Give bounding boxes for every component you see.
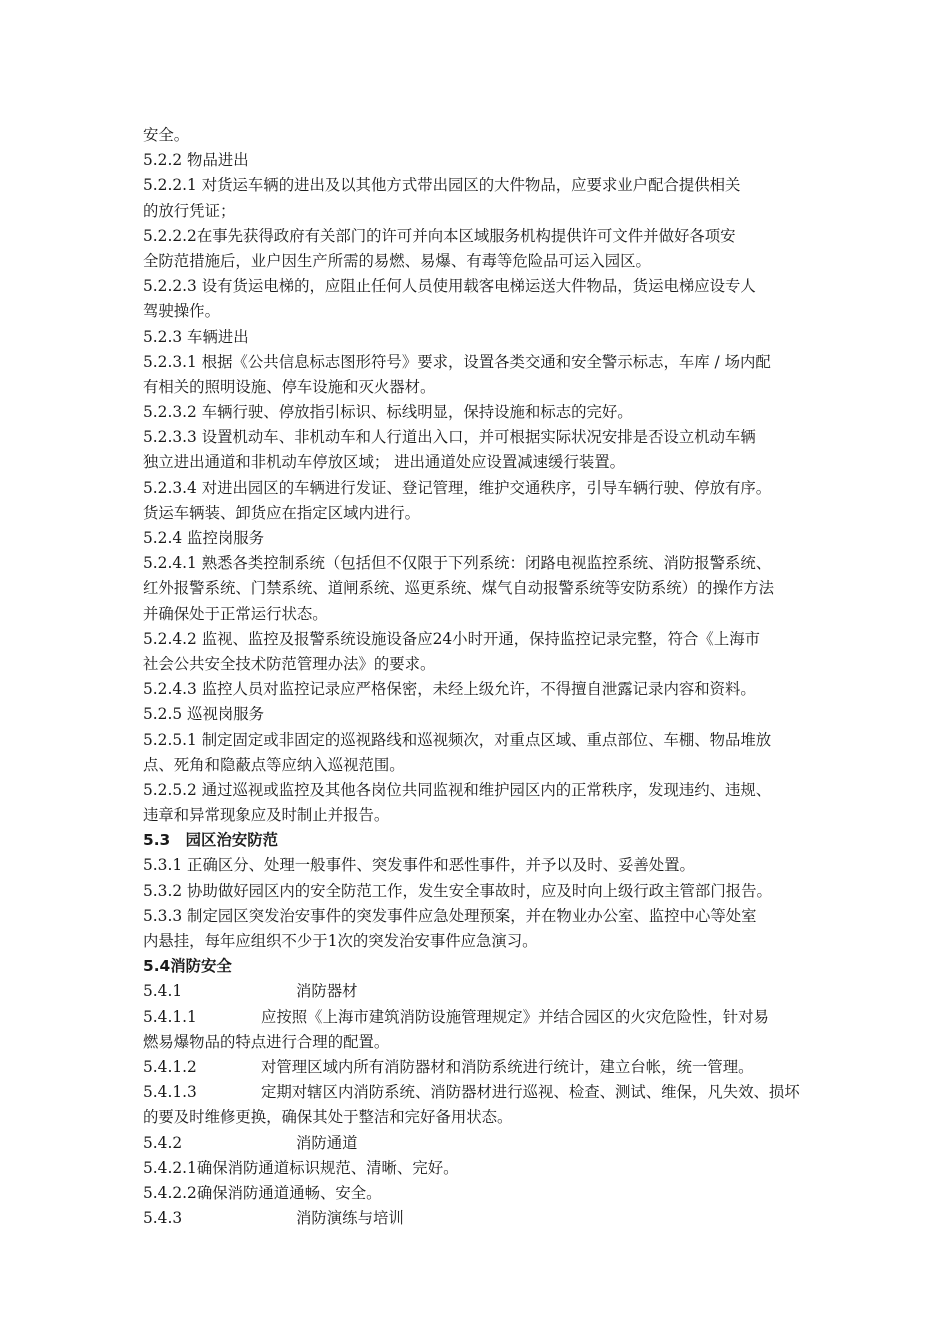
text-line: 并确保处于正常运行状态。 [143, 604, 328, 623]
clause-number: 5.4.1.3 [143, 1083, 197, 1102]
clause-text: 定期对辖区内消防系统、消防器材进行巡视、检查、测试、维保，凡失效、损坏 [261, 1083, 800, 1102]
clause-text: 消防通道 [296, 1133, 358, 1152]
text-line: 5.2.2.2在事先获得政府有关部门的许可并向本区域服务机构提供许可文件并做好各项安 [143, 226, 736, 245]
text-line: 5.2.4.2 监视、监控及报警系统设施设备应24小时开通，保持监控记录完整，符合《上海市 [143, 629, 760, 648]
text-line: 5.2.2 物品进出 [143, 151, 249, 170]
text-line: 5.3.3 制定园区突发治安事件的突发事件应急处理预案，并在物业办公室、监控中心等处室 [143, 906, 757, 925]
clause-text: 应按照《上海市建筑消防设施管理规定》并结合园区的火灾危险性，针对易 [261, 1007, 769, 1026]
document-body [143, 123, 833, 1231]
text-line: 5.2.5.2 通过巡视或监控及其他各岗位共同监视和维护园区内的正常秩序，发现违约、违规、 [143, 780, 772, 799]
text-line [143, 1131, 833, 1156]
text-line: 5.2.4 监控岗服务 [143, 529, 265, 547]
clause-text: 消防器材 [296, 982, 358, 1001]
text-line: 内悬挂，每年应组织不少于1次的突发治安事件应急演习。 [143, 932, 538, 950]
section-heading: 5.3 园区治安防范 [143, 831, 278, 850]
text-line: 5.2.2.3 设有货运电梯的，应阻止任何人员使用载客电梯运送大件物品，货运电梯应设专人 [143, 277, 756, 296]
section-heading: 5.4消防安全 [143, 957, 232, 976]
text-line: 5.3.1 正确区分、处理一般事件、突发事件和恶性事件，并予以及时、妥善处置。 [143, 856, 695, 875]
text-line: 违章和异常现象应及时制止并报告。 [143, 806, 390, 825]
text-line: 5.3.2 协助做好园区内的安全防范工作，发生安全事故时，应及时向上级行政主管部门报告。 [143, 881, 772, 900]
text-line [143, 1206, 833, 1231]
text-line [143, 1080, 833, 1105]
text-line: 驾驶操作。 [143, 302, 220, 321]
clause-number: 5.4.2 [143, 1133, 183, 1152]
text-line: 5.2.5.1 制定固定或非固定的巡视路线和巡视频次，对重点区域、重点部位、车棚、物品堆放 [143, 730, 772, 749]
clause-number: 5.4.1.1 [143, 1007, 197, 1026]
text-line: 5.2.3.1 根据《公共信息标志图形符号》要求，设置各类交通和安全警示标志，车库 / 场内配 [143, 352, 771, 371]
text-line: 全防范措施后，业户因生产所需的易燃、易爆、有毒等危险品可运入园区。 [143, 251, 651, 270]
text-line: 安全。 [143, 126, 190, 144]
text-line: 货运车辆装、卸货应在指定区域内进行。 [143, 503, 421, 522]
text-line: 5.4.2.1确保消防通道标识规范、清晰、完好。 [143, 1158, 459, 1177]
text-line: 5.2.3.4 对进出园区的车辆进行发证、登记管理，维护交通秩序，引导车辆行驶、停放有序。 [143, 478, 772, 497]
text-line: 5.2.5 巡视岗服务 [143, 705, 265, 724]
text-line: 5.2.2.1 对货运车辆的进出及以其他方式带出园区的大件物品，应要求业户配合提供相关 [143, 176, 741, 195]
text-line: 5.2.3.3 设置机动车、非机动车和人行道出入口，并可根据实际状况安排是否设立机动车辆 [143, 428, 756, 447]
text-line: 红外报警系统、门禁系统、道闸系统、巡更系统、煤气自动报警系统等安防系统）的操作方法 [143, 579, 775, 598]
text-line: 的放行凭证； [143, 201, 236, 220]
text-line: 5.2.4.1 熟悉各类控制系统（包括但不仅限于下列系统：闭路电视监控系统、消防报警系统、 [143, 554, 772, 573]
text-line: 5.4.2.2确保消防通道通畅、安全。 [143, 1183, 382, 1202]
text-line: 5.2.4.3 监控人员对监控记录应严格保密，未经上级允许，不得擅自泄露记录内容和资料。 [143, 680, 756, 699]
text-line: 社会公共安全技术防范管理办法》的要求。 [143, 654, 436, 673]
text-line: 独立进出通道和非机动车停放区域； 进出通道处应设置减速缓行装置。 [143, 453, 626, 472]
text-line: 的要及时维修更换，确保其处于整洁和完好备用状态。 [143, 1108, 513, 1127]
clause-number: 5.4.3 [143, 1209, 183, 1228]
clause-text: 消防演练与培训 [296, 1209, 404, 1228]
text-line: 燃易爆物品的特点进行合理的配置。 [143, 1032, 390, 1051]
text-line [143, 979, 833, 1004]
text-line [143, 1055, 833, 1080]
text-line [143, 1005, 833, 1030]
clause-number: 5.4.1 [143, 982, 183, 1001]
clause-number: 5.4.1.2 [143, 1057, 197, 1076]
text-line: 5.2.3.2 车辆行驶、停放指引标识、标线明显，保持设施和标志的完好。 [143, 403, 633, 422]
text-line: 5.2.3 车辆进出 [143, 327, 249, 346]
clause-text: 对管理区域内所有消防器材和消防系统进行统计，建立台帐，统一管理。 [261, 1057, 754, 1076]
text-line: 有相关的照明设施、停车设施和灭火器材。 [143, 377, 436, 396]
text-line: 点、死角和隐蔽点等应纳入巡视范围。 [143, 755, 405, 774]
